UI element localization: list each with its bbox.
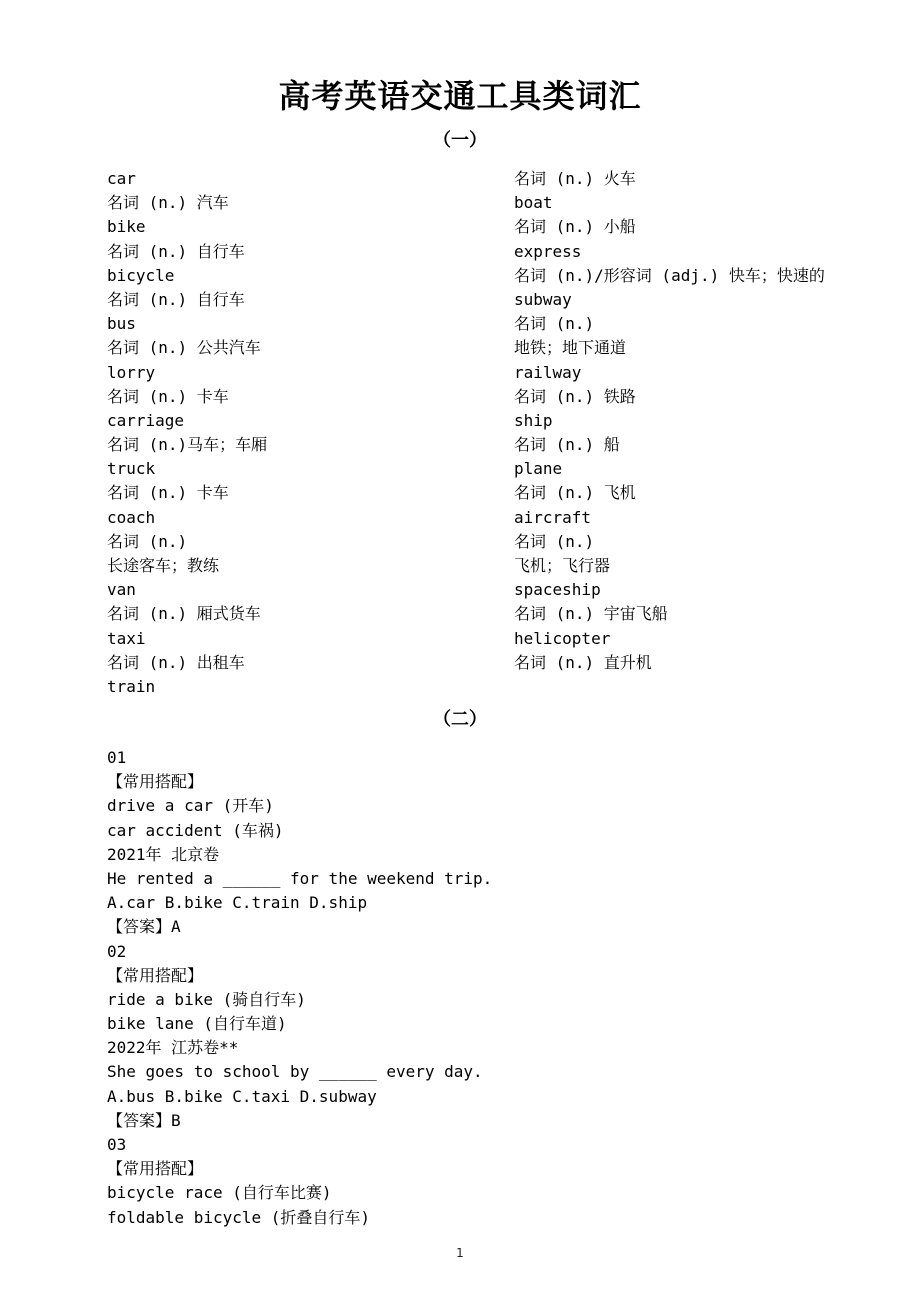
section-heading-1: （一） xyxy=(433,130,487,151)
vocab-line: 名词 (n.) xyxy=(107,531,188,551)
example-line: A.car B.bike C.train D.ship xyxy=(107,893,368,913)
vocab-line: 名词 (n.) 自行车 xyxy=(107,241,245,261)
vocab-line: 名词 (n.) 火车 xyxy=(514,169,636,188)
vocab-line: 名词 (n.) 自行车 xyxy=(107,289,245,309)
vocab-line: 名词 (n.) 铁路 xyxy=(514,386,636,406)
vocab-line: plane xyxy=(514,459,563,479)
example-line: 2022年 江苏卷** xyxy=(107,1038,239,1058)
vocab-line: helicopter xyxy=(514,628,611,648)
example-line: 2021年 北京卷 xyxy=(107,844,220,864)
example-line: 【答案】A xyxy=(107,917,181,937)
example-line: drive a car (开车) xyxy=(107,796,274,816)
vocab-line: bus xyxy=(107,314,136,334)
vocab-list-left xyxy=(107,167,497,699)
example-line: He rented a ______ for the weekend trip. xyxy=(107,868,493,888)
vocab-line: car xyxy=(107,169,136,188)
vocab-line: 名词 (n.) 汽车 xyxy=(107,193,229,213)
example-line: A.bus B.bike C.taxi D.subway xyxy=(107,1086,377,1106)
vocab-line: 名词 (n.) 小船 xyxy=(514,217,636,237)
vocab-line: 名词 (n.)/形容词 (adj.) 快车；快速的 xyxy=(514,265,825,285)
example-line: 【常用搭配】 xyxy=(107,965,204,985)
vocab-line: express xyxy=(514,241,582,261)
vocab-line: 名词 (n.)马车；车厢 xyxy=(107,435,268,455)
example-line: 01 xyxy=(107,748,127,767)
example-line: 02 xyxy=(107,941,127,961)
page-number: 1 xyxy=(456,1246,464,1260)
vocab-line: truck xyxy=(107,459,156,479)
example-line: bike lane (自行车道) xyxy=(107,1014,287,1034)
example-line: ride a bike (骑自行车) xyxy=(107,989,306,1009)
vocab-line: 名词 (n.) xyxy=(514,314,595,334)
vocab-line: subway xyxy=(514,289,572,309)
vocab-line: coach xyxy=(107,507,156,527)
vocab-line: spaceship xyxy=(514,580,601,600)
vocab-list-right xyxy=(514,167,894,675)
example-line: 03 xyxy=(107,1135,127,1154)
vocab-line: 名词 (n.) 飞机 xyxy=(514,483,636,503)
vocab-line: 名词 (n.) 直升机 xyxy=(514,652,652,672)
vocab-line: railway xyxy=(514,362,582,382)
vocab-line: taxi xyxy=(107,628,146,648)
example-line: foldable bicycle (折叠自行车) xyxy=(107,1207,371,1227)
section-heading-2: （二） xyxy=(433,709,487,730)
vocab-line: aircraft xyxy=(514,507,592,527)
vocab-line: 名词 (n.) 出租车 xyxy=(107,652,245,672)
document-title: 高考英语交通工具类词汇 xyxy=(278,77,642,115)
vocab-line: 名词 (n.) 卡车 xyxy=(107,386,229,406)
example-line: car accident (车祸) xyxy=(107,820,284,840)
example-line: 【答案】B xyxy=(107,1110,181,1130)
vocab-line: bicycle xyxy=(107,265,175,285)
vocab-line: ship xyxy=(514,410,553,430)
vocab-line: 名词 (n.) 船 xyxy=(514,435,620,455)
vocab-line: carriage xyxy=(107,410,185,430)
vocab-line: 名词 (n.) 公共汽车 xyxy=(107,338,261,358)
vocab-line: bike xyxy=(107,217,146,237)
vocab-line: van xyxy=(107,580,136,600)
vocab-line: lorry xyxy=(107,362,156,382)
vocab-line: train xyxy=(107,676,156,696)
vocab-line: 名词 (n.) 卡车 xyxy=(107,483,229,503)
vocab-line: 地铁；地下通道 xyxy=(514,338,627,358)
vocab-line: boat xyxy=(514,193,553,213)
example-line: bicycle race (自行车比赛) xyxy=(107,1183,332,1203)
vocab-line: 名词 (n.) 厢式货车 xyxy=(107,604,261,624)
vocab-line: 长途客车；教练 xyxy=(107,556,220,575)
vocab-line: 名词 (n.) 宇宙飞船 xyxy=(514,604,668,624)
vocab-line: 名词 (n.) xyxy=(514,531,595,551)
example-line: 【常用搭配】 xyxy=(107,1159,204,1179)
example-line: She goes to school by ______ every day. xyxy=(107,1062,483,1082)
example-line: 【常用搭配】 xyxy=(107,772,204,792)
example-list xyxy=(107,746,887,1230)
vocab-line: 飞机；飞行器 xyxy=(514,556,611,575)
